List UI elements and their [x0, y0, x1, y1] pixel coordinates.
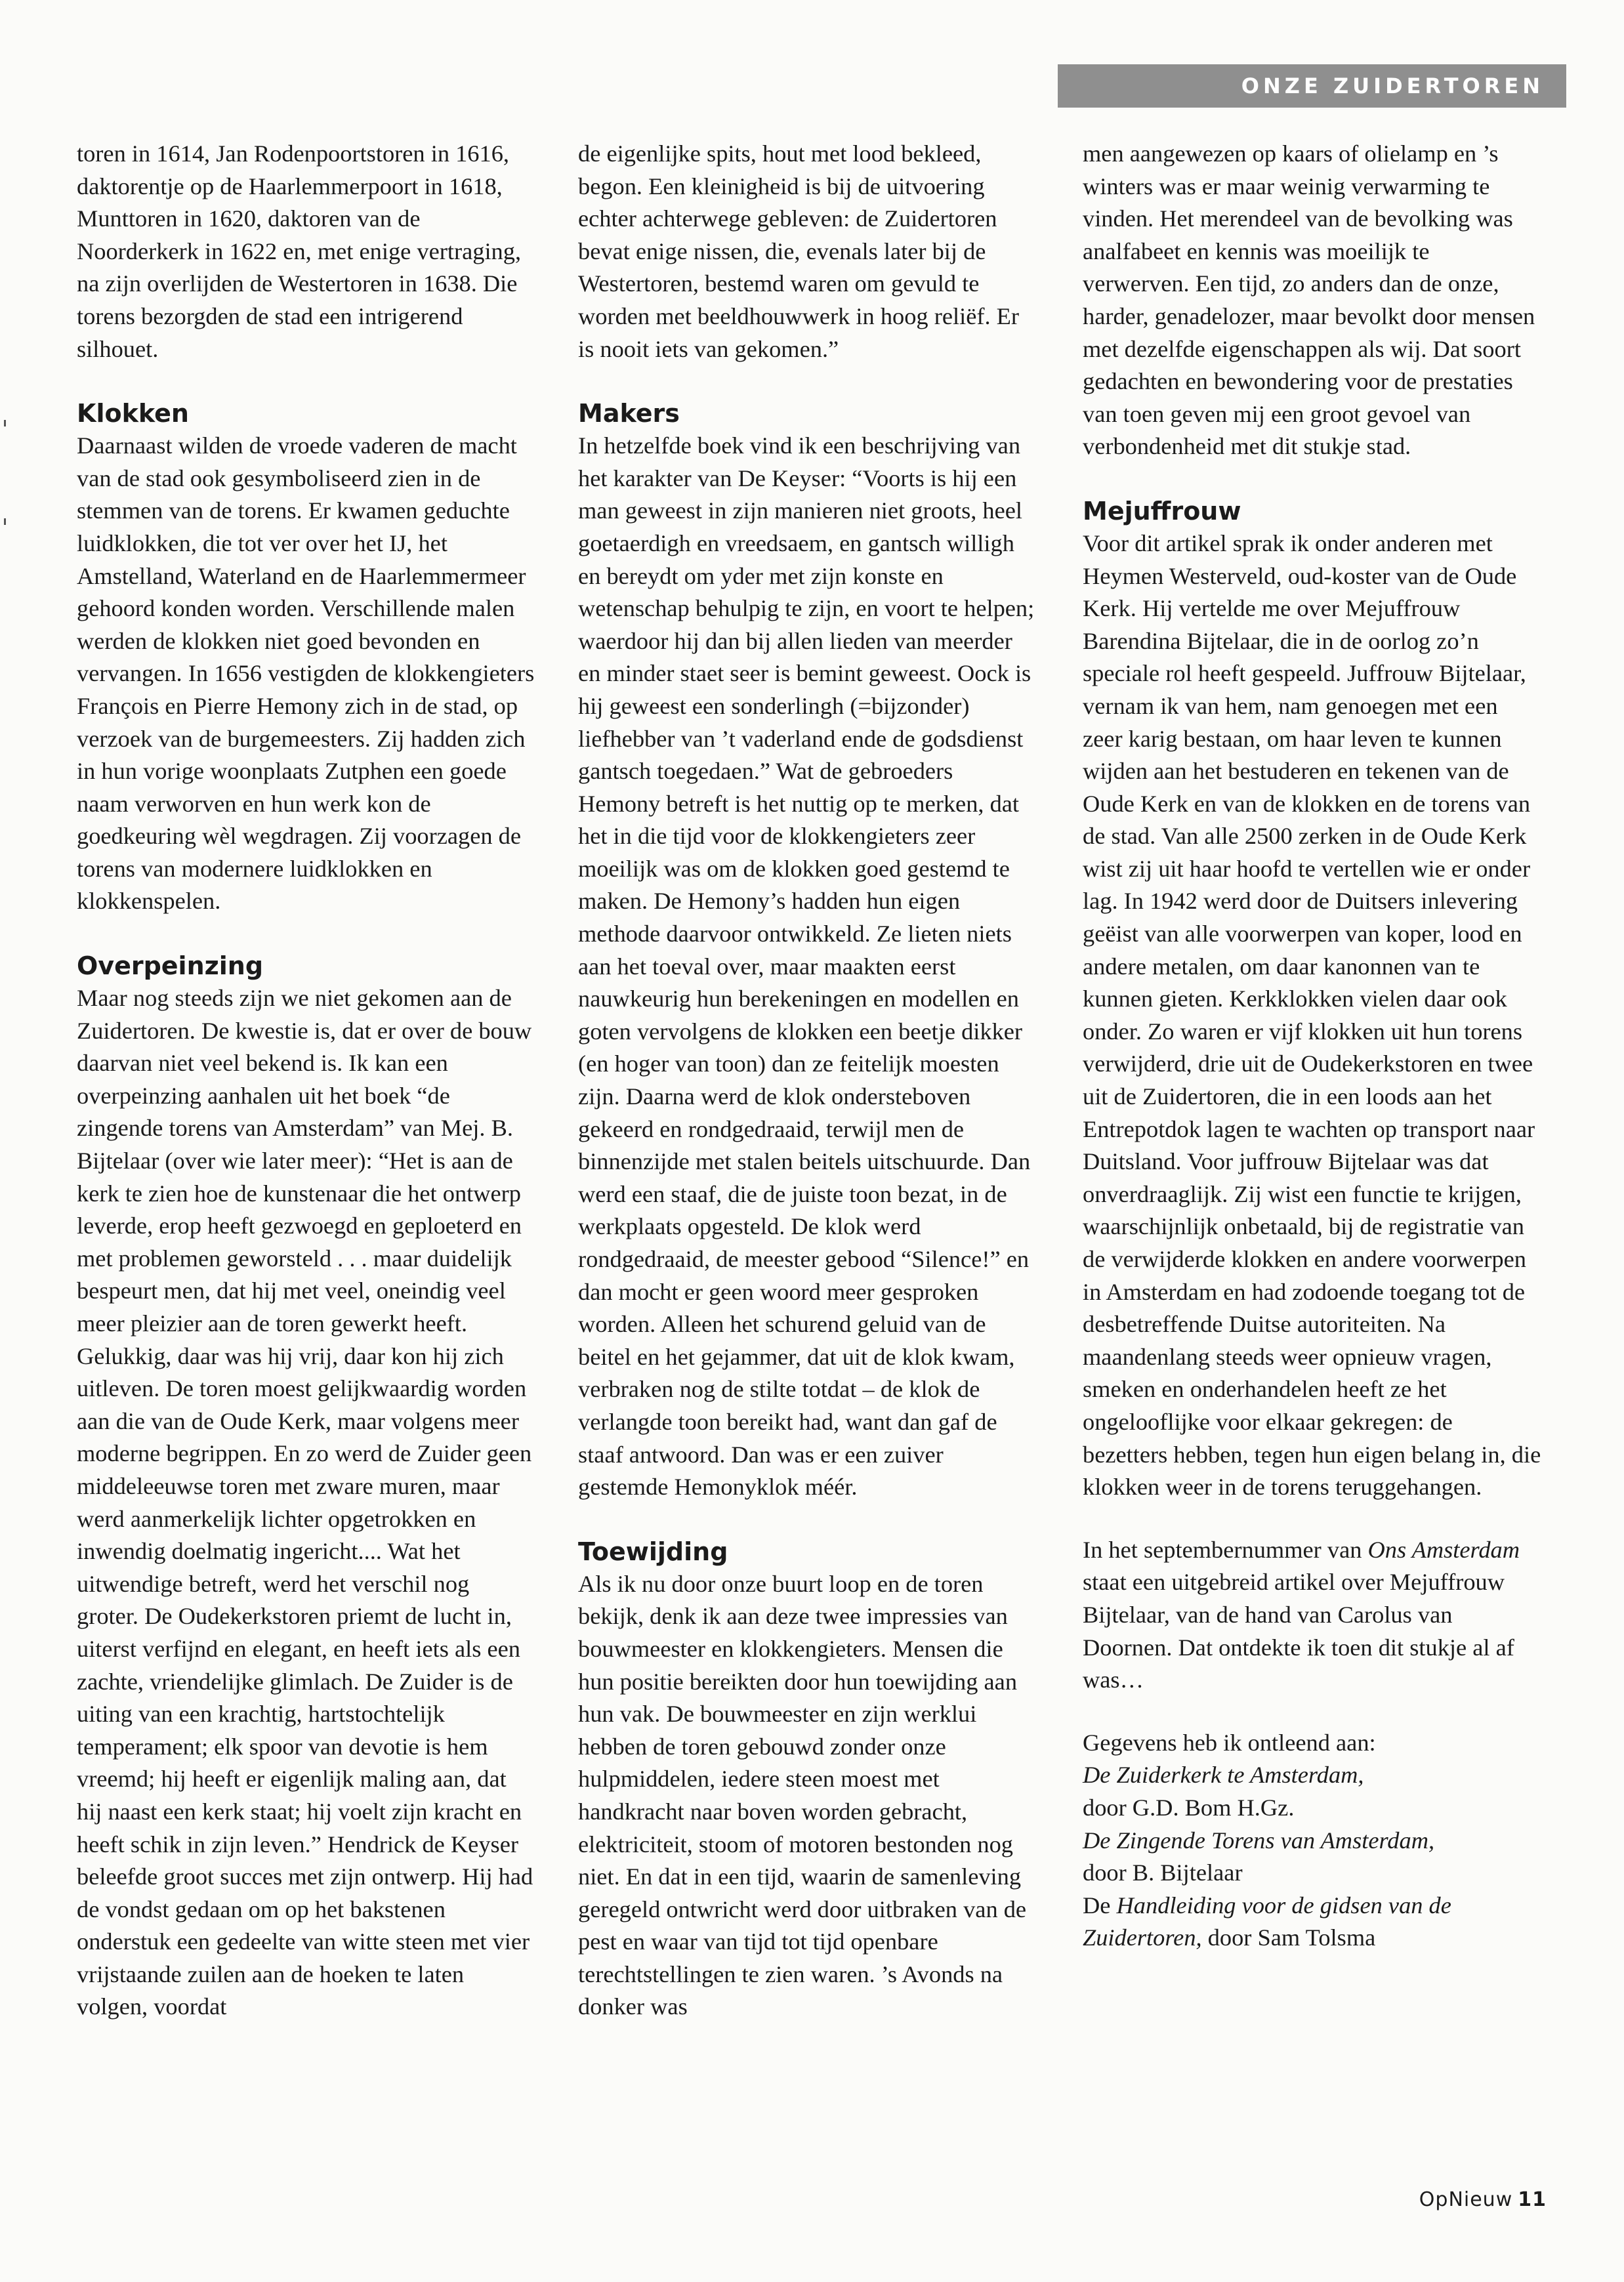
scan-mark: [4, 518, 6, 525]
source-2-title: [1083, 1825, 1542, 1857]
sept-magazine-title: Ons Amsterdam: [1367, 1536, 1520, 1563]
heading-mejuffrouw: Mejuffrouw: [1083, 496, 1241, 526]
source-3-author: door Sam Tolsma: [1201, 1924, 1376, 1951]
col2-paragraph-makers: In hetzelfde boek vind ik een beschrijving van het karakter van De Keyser: “Voorts is hij een man geweest in zijn manieren niet groots, heel goetaerdigh en vreedsaem, en gantsch willigh en bereydt om yder met zijn konste en wetenschap behulpig te zijn, en voort te helpen; waerdoor hij dan bij allen lieden van meerder en minder staet seer is bemint geweest. Oock is hij geweest een sonderlingh (=bijzonder) liefhebber van ’t vaderland ende de godsdienst gantsch toegedaen.” Wat de gebroeders Hemony betreft is het nuttig op te merken, dat het in die tijd voor de klokkengieters zeer moeilijk was om de klokken goed gestemd te maken. De Hemony’s hadden hun eigen methode daarvoor ontwikkeld. Ze lieten niets aan het toeval over, maar maakten eerst nauwkeurig hun berekeningen en modellen en goten vervolgens de klokken een beetje dikker (en hoger van toon) dan ze feitelijk moesten zijn. Daarna werd de klok ondersteboven gekeerd en rondgedraaid, terwijl men de binnenzijde met stalen beitels uitschuurde. Dan werd een staaf, die de juiste toon bezat, in de werkplaats opgesteld. De klok werd rondgedraaid, de meester gebood “Silence!” en dan mocht er geen woord meer gesproken worden. Alleen het schurend geluid van de beitel en het gejammer, dat uit de klok kwam, verbraken nog de stilte totdat – de klok de verlangde toon bereikt had, want dan gaf de staaf antwoord. Dan was er een zuiver gestemde Hemonyklok méér.: [578, 432, 1035, 1501]
source-1-title: [1083, 1759, 1542, 1792]
magazine-name: OpNieuw: [1419, 2188, 1513, 2211]
heading-klokken: Klokken: [77, 399, 189, 428]
source-1-author: door G.D. Bom H.Gz.: [1083, 1794, 1295, 1821]
sources-intro: Gegevens heb ik ontleend aan:: [1083, 1729, 1376, 1756]
sept-text-a: In het septembernummer van: [1083, 1536, 1368, 1563]
heading-overpeinzing: Overpeinzing: [77, 951, 264, 981]
heading-makers: Makers: [578, 399, 680, 428]
page-footer: [1419, 2188, 1547, 2211]
col1-paragraph-klokken: Daarnaast wilden de vroede vaderen de macht van de stad ook gesymboliseerd zien in de stemmen van de torens. Er kwamen geduchte luidklokken, die tot ver over het IJ, het Amstelland, Waterland en de Haarlemmermeer gehoord konden worden. Verschillende malen werden de klokken niet goed bevonden en vervangen. In 1656 vestigden de klokkengieters François en Pierre Hemony zich in de stad, op verzoek van de burgemeesters. Zij hadden zich in hun vorige woonplaats Zutphen een goede naam verworven en hun werk kon de goedkeuring wèl wegdragen. Zij voorzagen de torens van modernere luidklokken en klokkenspelen.: [77, 432, 535, 915]
col2-paragraph-intro: de eigenlijke spits, hout met lood bekleed, begon. Een kleinigheid is bij de uitvoering echter achterwege gebleven: de Zuidertoren bevat enige nissen, die, evenals later bij de Westertoren, bestemd waren om gevuld te worden met beeldhouwwerk in hoog reliëf. Er is nooit iets van gekomen.”: [578, 140, 1020, 362]
col3-paragraph-intro: men aangewezen op kaars of olielamp en ’s winters was er maar weinig verwarming te vinden. Het merendeel van de bevolking was analfabeet en kennis was moeilijk te verwerven. Een tijd, zo anders dan de onze, harder, genadelozer, maar bevolkt door mensen met dezelfde eigenschappen als wij. Dat soort gedachten en bewondering voor de prestaties van toen geven mij een groot gevoel van verbondenheid met dit stukje stad.: [1083, 140, 1535, 460]
column-1: [77, 138, 536, 2023]
column-3: [1083, 138, 1542, 1955]
col1-paragraph-overpeinzing: Maar nog steeds zijn we niet gekomen aan de Zuidertoren. De kwestie is, dat er over de bouw daarvan niet veel bekend is. Ik kan een overpeinzing aanhalen uit het boek “de zingende torens van Amsterdam” van Mej. B. Bijtelaar (over wie later meer): “Het is aan de kerk te zien hoe de kunstenaar die het ontwerp leverde, erop heeft gezwoegd en geploeterd en met problemen geworsteld . . . maar duidelijk bespeurt men, dat hij met veel, oneindig veel meer pleizier aan de toren gewerkt heeft. Gelukkig, daar was hij vrij, daar kon hij zich uitleven. De toren moest gelijkwaardig worden aan die van de Oude Kerk, maar volgens meer moderne begrippen. En zo werd de Zuider geen middeleeuwse toren met zware muren, maar werd aanmerkelijk lichter opgetrokken en inwendig doelmatig ingericht.... Wat het uitwendige betreft, werd het verschil nog groter. De Oudekerkstoren priemt de lucht in, uiterst verfijnd en elegant, en heeft iets als een zachte, vriendelijke glimlach. De Zuider is de uiting van een krachtig, hartstochtelijk temperament; elk spoor van devotie is hem vreemd; hij heeft er eigenlijk maling aan, dat hij naast een kerk staat; hij voelt zijn kracht en heeft schik in zijn leven.” Hendrick de Keyser beleefde groot succes met zijn ontwerp. Hij had de vondst gedaan om op het bakstenen onderstuk een gedeelte van witte steen met vier vrijstaande zuilen aan de hoeken te laten volgen, voordat: [77, 985, 533, 2020]
heading-toewijding: Toewijding: [578, 1537, 728, 1566]
source-1-title-text: De Zuiderkerk te Amsterdam,: [1083, 1762, 1364, 1789]
col1-paragraph-intro: toren in 1614, Jan Rodenpoortstoren in 1616, daktorentje op de Haarlemmerpoort in 1618, Munttoren in 1620, daktoren van de Noorderkerk in 1622 en, met enige vertraging, na zijn overlijden de Westertoren in 1638. Die torens bezorgden de stad een intrigerend silhouet.: [77, 140, 522, 362]
source-3: [1083, 1890, 1542, 1955]
col3-paragraph-septembernummer: [1083, 1534, 1542, 1697]
section-banner: ONZE ZUIDERTOREN: [1058, 64, 1566, 108]
column-2: [578, 138, 1037, 2023]
page-number: 11: [1518, 2188, 1547, 2211]
col3-paragraph-mejuffrouw: Voor dit artikel sprak ik onder anderen met Heymen Westerveld, oud-koster van de Oude Kerk. Hij vertelde me over Mejuffrouw Barendina Bijtelaar, die in de oorlog zo’n speciale rol heeft gespeeld. Juffrouw Bijtelaar, vernam ik van hem, nam genoegen met een zeer karig bestaan, om haar leven te kunnen wijden aan het bestuderen en tekenen van de Oude Kerk en van de klokken en de torens van de stad. Van alle 2500 zerken in de Oude Kerk wist zij uit haar hoofd te vertellen wie er onder lag. In 1942 werd door de Duitsers inlevering geëist van alle voorwerpen van koper, lood en andere metalen, om daar kanonnen van te kunnen gieten. Kerkklokken vielen daar ook onder. Zo waren er vijf klokken uit hun torens verwijderd, drie uit de Oudekerkstoren en twee uit de Zuidertoren, die in een loods aan het Entrepotdok lagen te wachten op transport naar Duitsland. Voor juffrouw Bijtelaar was dat onverdraaglijk. Zij wist een functie te krijgen, waarschijnlijk onbetaald, bij de registratie van de verwijderde klokken en andere voorwerpen in Amsterdam en had zodoende toegang tot de desbetreffende Duitse autoriteiten. Na maandenlang steeds weer opnieuw vragen, smeken en onderhandelen heeft ze het ongelooflijke voor elkaar gekregen: de bezetters hebben, tegen hun eigen belang in, die klokken weer in de torens teruggehangen.: [1083, 529, 1541, 1501]
source-3-title: Handleiding voor de gidsen van de Zuidertoren,: [1083, 1892, 1451, 1951]
source-3-prefix: De: [1083, 1892, 1117, 1919]
sept-text-c: staat een uitgebreid artikel over Mejuffrouw Bijtelaar, van de hand van Carolus van Doornen. Dat ontdekte ik toen dit stukje al af was…: [1083, 1569, 1514, 1693]
source-2-title-text: De Zingende Torens van Amsterdam,: [1083, 1827, 1435, 1854]
scan-mark: [4, 420, 6, 426]
col2-paragraph-toewijding: Als ik nu door onze buurt loop en de toren bekijk, denk ik aan deze twee impressies van bouwmeester en klokkengieters. Mensen die hun positie bereikten door hun toewijding aan hun vak. De bouwmeester en zijn werklui hebben de toren gebouwd zonder onze hulpmiddelen, iedere steen moest met handkracht naar boven worden gebracht, elektriciteit, stoom of motoren bestonden nog niet. En dat in een tijd, waarin de samenleving geregeld ontwricht werd door uitbraken van de pest en waar van tijd tot tijd openbare terechtstellingen te zien waren. ’s Avonds na donker was: [578, 1570, 1027, 2020]
source-2-author: door B. Bijtelaar: [1083, 1859, 1243, 1886]
